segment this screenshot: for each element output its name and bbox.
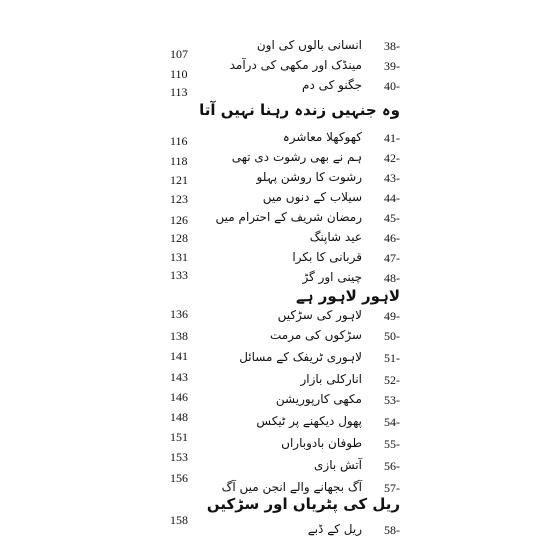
entry-title: آتش بازی: [314, 458, 362, 472]
section-heading: وہ جنہیں زندہ رہنا نہیں آتا: [199, 101, 400, 119]
entry-page-number: 148: [170, 410, 188, 424]
entry-page-number: 158: [170, 513, 188, 527]
entry-title: انارکلی بازار: [300, 372, 362, 386]
toc-entry: [170, 434, 400, 456]
entry-title: ہم نے بھی رشوت دی تھی: [231, 150, 362, 164]
entry-title: رمضان شریف کے احترام میں: [215, 210, 362, 224]
entry-page-number: 123: [170, 192, 188, 206]
entry-number: 47-: [384, 251, 400, 265]
entry-number: 42-: [384, 151, 400, 165]
entry-number: 49-: [384, 309, 400, 323]
entry-page-number: 107: [170, 47, 188, 61]
entry-title: آگ بجھانے والے انجن میں آگ: [221, 480, 362, 494]
entry-number: 55-: [384, 437, 400, 451]
entry-title: طوفان بادوباراں: [281, 436, 362, 450]
entry-number: 57-: [384, 481, 400, 495]
toc-entry: [170, 326, 400, 348]
entry-number: 45-: [384, 211, 400, 225]
entry-page-number: 118: [170, 154, 188, 168]
toc-entry: [170, 390, 400, 412]
entry-page-number: 141: [170, 349, 188, 363]
entry-page-number: 128: [170, 231, 188, 245]
entry-page-number: 136: [170, 307, 188, 321]
toc-entry: [170, 36, 400, 58]
entry-title: لاہوری ٹریفک کے مسائل: [239, 350, 362, 364]
entry-page-number: 133: [170, 268, 188, 282]
entry-page-number: 113: [170, 85, 188, 99]
entry-number: 53-: [384, 393, 400, 407]
entry-title: رشوت کا روشن پہلو: [256, 170, 362, 184]
toc-entry: [170, 520, 400, 542]
toc-entry: [170, 168, 400, 190]
entry-title: پھول دیکھنے پر ٹیکس: [256, 414, 362, 428]
toc-entry: [170, 370, 400, 392]
entry-number: 52-: [384, 373, 400, 387]
entry-title: ریل کے ڈبے: [307, 522, 362, 536]
entry-page-number: 143: [170, 370, 188, 384]
toc-entry: [170, 76, 400, 98]
entry-page-number: 146: [170, 390, 188, 404]
entry-number: 43-: [384, 171, 400, 185]
entry-number: 39-: [384, 59, 400, 73]
toc-entry: [170, 188, 400, 210]
entry-page-number: 153: [170, 450, 188, 464]
entry-number: 44-: [384, 191, 400, 205]
toc-entry: [170, 56, 400, 78]
entry-number: 48-: [384, 271, 400, 285]
toc-entry: [170, 456, 400, 478]
section-heading: ریل کی پٹریاں اور سڑکیں: [206, 495, 400, 513]
entry-title: مینڈک اور مکھی کی درآمد: [229, 58, 362, 72]
toc-entry: [170, 208, 400, 230]
entry-page-number: 121: [170, 173, 188, 187]
entry-number: 41-: [384, 131, 400, 145]
entry-title: مکھی کارپوریشن: [275, 392, 362, 406]
toc-entry: [170, 348, 400, 370]
entry-title: کھوکھلا معاشرہ: [282, 130, 362, 144]
entry-title: سیلاب کے دنوں میں: [262, 190, 362, 204]
entry-page-number: 151: [170, 430, 188, 444]
toc-entry: [170, 228, 400, 250]
entry-title: قربانی کا بکرا: [292, 250, 362, 264]
entry-title: چینی اور گڑ: [302, 270, 362, 284]
toc-entry: [170, 148, 400, 170]
entry-page-number: 110: [170, 67, 188, 81]
entry-title: سڑکوں کی مرمت: [269, 328, 362, 342]
entry-title: عید شاپنگ: [309, 230, 362, 244]
entry-title: لاہور کی سڑکیں: [277, 308, 362, 322]
entry-number: 51-: [384, 351, 400, 365]
entry-page-number: 116: [170, 134, 188, 148]
toc-entry: [170, 306, 400, 328]
entry-number: 54-: [384, 415, 400, 429]
toc-entry: [170, 412, 400, 434]
entry-number: 46-: [384, 231, 400, 245]
entry-number: 50-: [384, 329, 400, 343]
entry-page-number: 126: [170, 213, 188, 227]
entry-number: 40-: [384, 79, 400, 93]
entry-title: جگنو کی دم: [302, 78, 362, 92]
entry-number: 58-: [384, 523, 400, 537]
entry-number: 56-: [384, 459, 400, 473]
entry-page-number: 138: [170, 329, 188, 343]
entry-number: 38-: [384, 39, 400, 53]
entry-title: انسانی بالوں کی اون: [256, 38, 362, 52]
toc-entry: [170, 128, 400, 150]
toc-entry: [170, 248, 400, 270]
section-heading: لاہور لاہور ہے: [295, 287, 400, 305]
entry-page-number: 131: [170, 250, 188, 264]
entry-page-number: 156: [170, 471, 188, 485]
